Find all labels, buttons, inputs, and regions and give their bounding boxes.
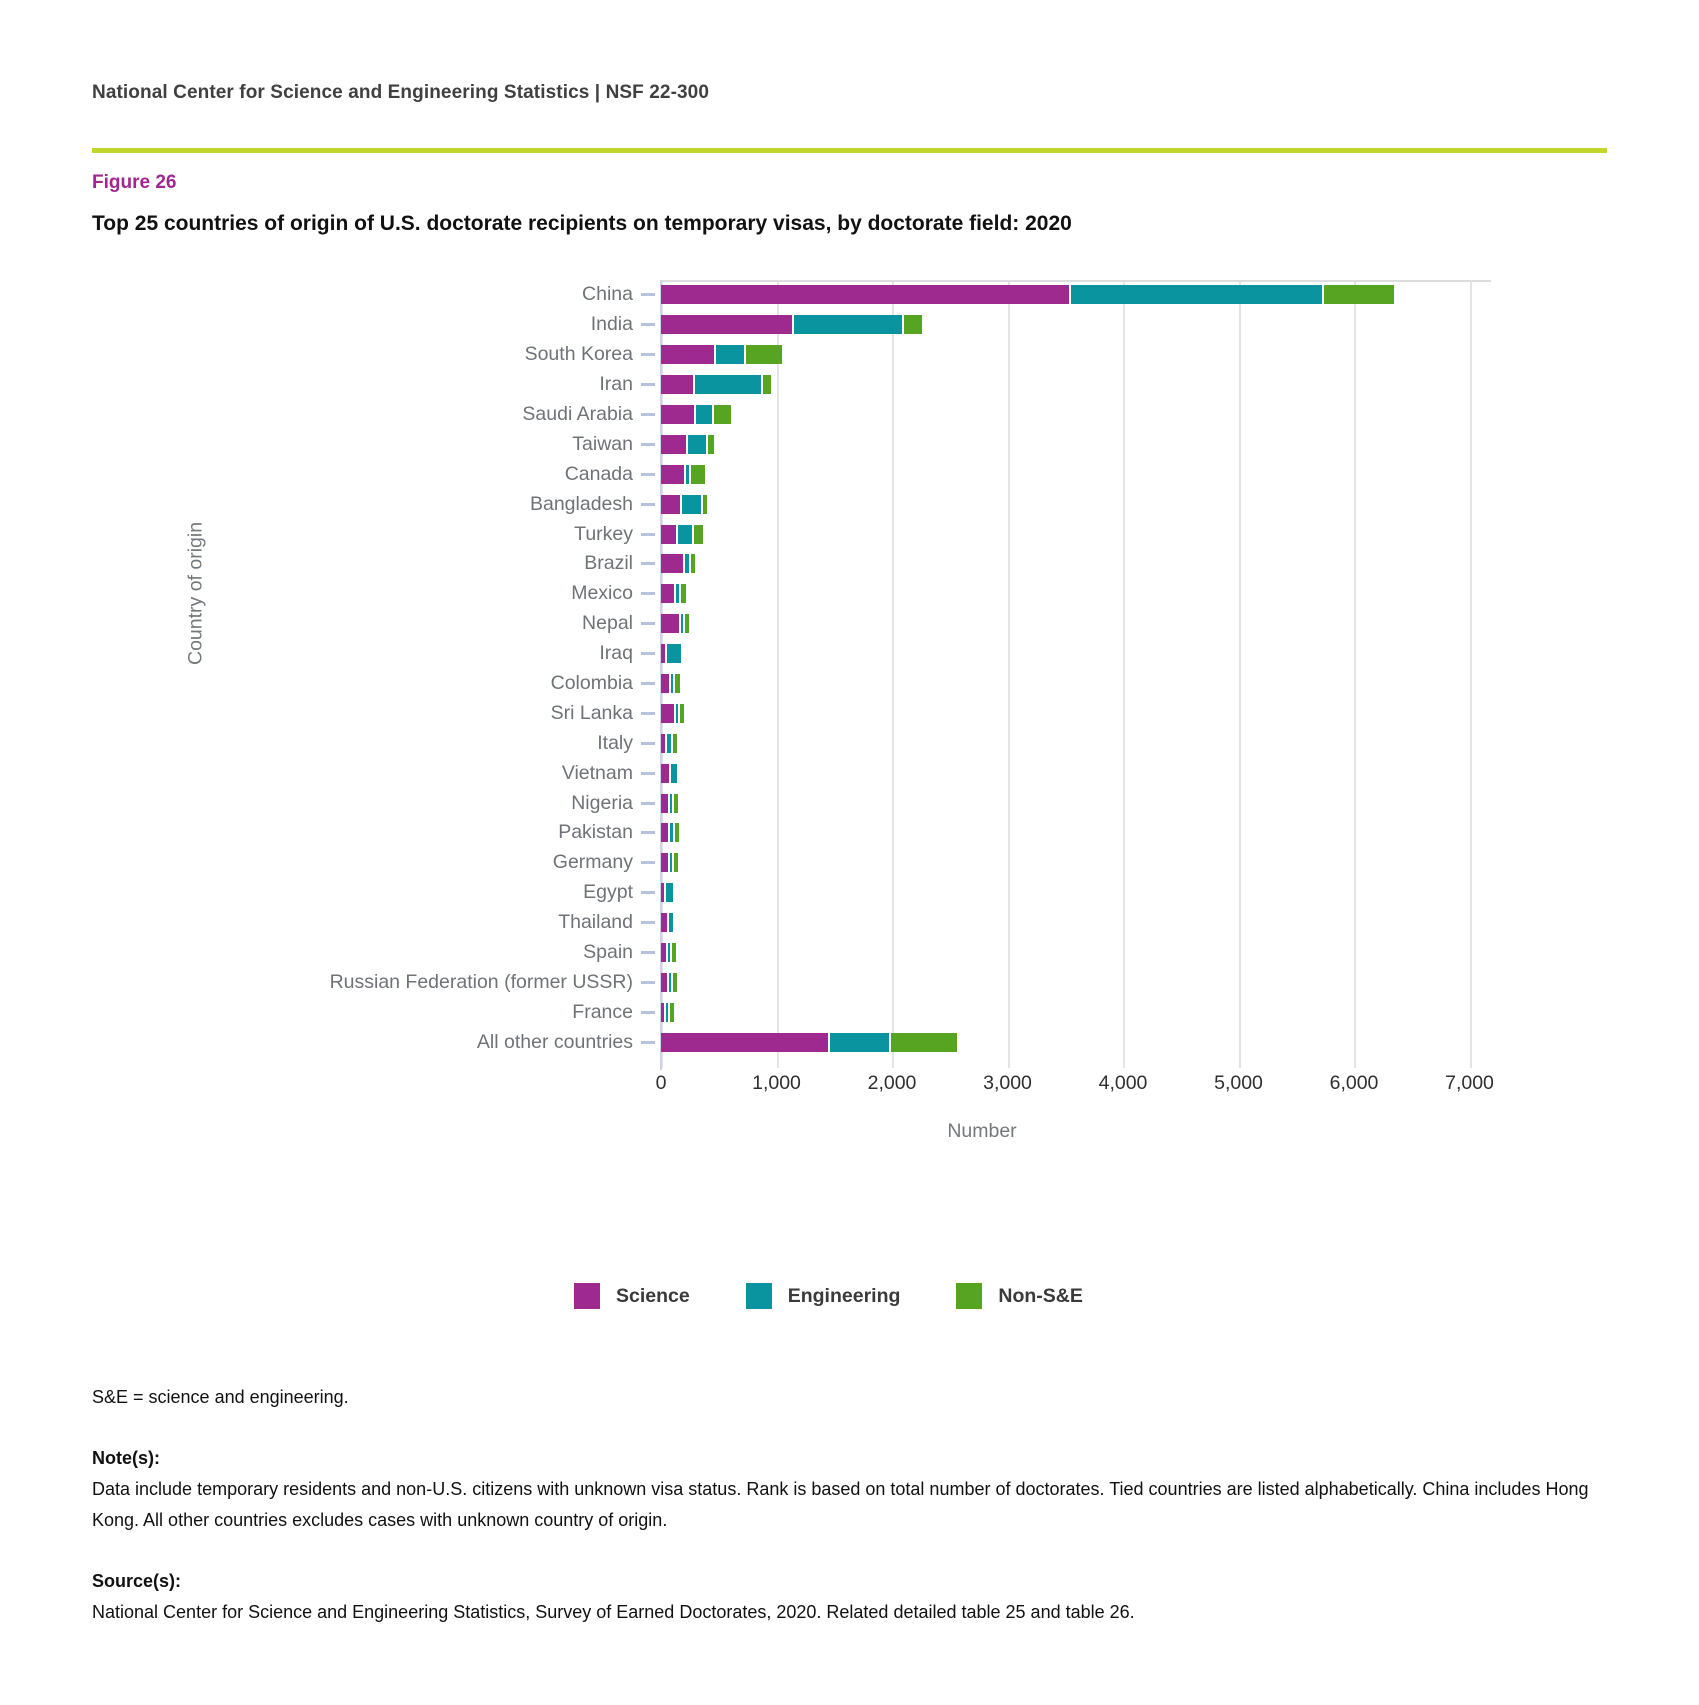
- bar-segment-non-s-e: [672, 943, 676, 962]
- report-header: National Center for Science and Engineering Statistics | NSF 22-300: [92, 82, 710, 103]
- bar-segment-science: [661, 554, 685, 573]
- bar-segment-non-s-e: [694, 525, 702, 544]
- bar-segment-science: [661, 674, 671, 693]
- x-axis-title: Number: [947, 1120, 1017, 1142]
- bar-track: [661, 764, 1491, 783]
- category-label: Brazil: [584, 552, 633, 575]
- chart-row: [92, 429, 1491, 459]
- bar-segment-science: [661, 943, 668, 962]
- bar-track: [661, 1033, 1491, 1052]
- bar-segment-engineering: [669, 913, 673, 932]
- chart-row: [92, 728, 1491, 758]
- y-tick: [641, 503, 655, 506]
- bar-segment-science: [661, 285, 1071, 304]
- legend-swatch: [574, 1283, 600, 1309]
- bar-track: [661, 794, 1491, 813]
- x-tick-label: 3,000: [983, 1072, 1032, 1094]
- legend-item: [746, 1283, 901, 1309]
- y-tick: [641, 981, 655, 984]
- y-tick: [641, 682, 655, 685]
- bar-segment-non-s-e: [904, 315, 922, 334]
- bar-segment-engineering: [666, 883, 672, 902]
- x-tick-label: 5,000: [1214, 1072, 1263, 1094]
- bar-segment-science: [661, 465, 686, 484]
- y-tick: [641, 562, 655, 565]
- chart-row: [92, 549, 1491, 579]
- bar-track: [661, 375, 1491, 394]
- category-label: Pakistan: [558, 821, 633, 844]
- bar-segment-non-s-e: [691, 554, 695, 573]
- category-label: Mexico: [571, 582, 633, 605]
- y-axis-title: Country of origin: [184, 521, 207, 665]
- bar-segment-non-s-e: [673, 973, 677, 992]
- y-tick: [641, 712, 655, 715]
- bar-segment-engineering: [794, 315, 904, 334]
- bar-segment-science: [661, 823, 670, 842]
- y-tick: [641, 533, 655, 536]
- category-label: China: [582, 283, 633, 306]
- category-label: Taiwan: [572, 432, 633, 455]
- category-label: India: [590, 313, 633, 336]
- bar-segment-non-s-e: [1324, 285, 1394, 304]
- y-tick: [641, 413, 655, 416]
- y-tick: [641, 652, 655, 655]
- sources-text: National Center for Science and Engineering Statistics, Survey of Earned Doctorates, 2020. Related detailed table 25 and table 26.: [92, 1602, 1135, 1622]
- bar-track: [661, 554, 1491, 573]
- y-tick: [641, 383, 655, 386]
- bar-segment-engineering: [678, 525, 695, 544]
- bar-track: [661, 1003, 1491, 1022]
- category-label: Russian Federation (former USSR): [329, 970, 633, 993]
- bar-track: [661, 465, 1491, 484]
- bar-segment-non-s-e: [680, 704, 684, 723]
- bar-segment-science: [661, 525, 678, 544]
- chart-row: [92, 818, 1491, 848]
- bar-segment-non-s-e: [675, 823, 679, 842]
- legend-item: [956, 1283, 1083, 1309]
- bar-segment-non-s-e: [673, 734, 677, 753]
- bar-segment-science: [661, 584, 676, 603]
- x-tick-label: 2,000: [867, 1072, 917, 1094]
- bar-segment-science: [661, 853, 670, 872]
- chart-row: [92, 400, 1491, 430]
- chart-row: [92, 878, 1491, 908]
- chart-row: [92, 669, 1491, 699]
- bar-segment-non-s-e: [670, 1003, 674, 1022]
- bar-segment-non-s-e: [681, 584, 686, 603]
- bar-segment-non-s-e: [691, 465, 705, 484]
- bar-segment-non-s-e: [674, 853, 678, 872]
- legend-label: Non-S&E: [998, 1284, 1083, 1307]
- sources-block: [92, 1566, 1617, 1628]
- y-tick: [641, 742, 655, 745]
- bar-track: [661, 734, 1491, 753]
- bar-track: [661, 973, 1491, 992]
- bar-track: [661, 525, 1491, 544]
- bar-segment-science: [661, 794, 670, 813]
- accent-divider: [92, 148, 1607, 153]
- y-tick: [641, 353, 655, 356]
- sources-heading: Source(s):: [92, 1571, 182, 1591]
- legend-item: [574, 1283, 690, 1309]
- x-tick-label: 6,000: [1329, 1072, 1379, 1094]
- category-label: Germany: [552, 851, 633, 874]
- bar-track: [661, 704, 1491, 723]
- category-label: All other countries: [476, 1030, 633, 1053]
- bar-track: [661, 614, 1491, 633]
- legend: [574, 1283, 1083, 1309]
- category-label: Thailand: [558, 911, 633, 934]
- x-tick-label: 1,000: [752, 1072, 801, 1094]
- category-label: Iran: [599, 373, 633, 396]
- category-label: Saudi Arabia: [522, 403, 633, 425]
- bar-segment-non-s-e: [714, 405, 731, 424]
- chart-row: [92, 579, 1491, 609]
- chart-row: [92, 1027, 1491, 1057]
- y-tick: [641, 831, 655, 834]
- bar-segment-science: [661, 614, 681, 633]
- bar-segment-engineering: [1071, 285, 1324, 304]
- bar-track: [661, 823, 1491, 842]
- bar-track: [661, 285, 1491, 304]
- y-tick: [641, 951, 655, 954]
- category-label: Italy: [597, 731, 633, 754]
- bar-track: [661, 674, 1491, 693]
- category-label: Spain: [583, 941, 633, 964]
- chart-row: [92, 280, 1491, 310]
- notes-heading: Note(s):: [92, 1448, 160, 1468]
- y-tick: [641, 592, 655, 595]
- bar-track: [661, 853, 1491, 872]
- chart-row: [92, 698, 1491, 728]
- bar-track: [661, 345, 1491, 364]
- bar-track: [661, 584, 1491, 603]
- bar-track: [661, 913, 1491, 932]
- bar-segment-science: [661, 913, 669, 932]
- y-tick: [641, 622, 655, 625]
- legend-label: Science: [616, 1284, 690, 1307]
- category-label: Sri Lanka: [550, 701, 633, 724]
- bar-segment-non-s-e: [746, 345, 782, 364]
- bar-segment-science: [661, 973, 669, 992]
- bar-segment-non-s-e: [703, 495, 707, 514]
- bar-segment-non-s-e: [674, 794, 678, 813]
- chart-row: [92, 908, 1491, 938]
- bar-segment-engineering: [688, 435, 708, 454]
- chart-title: Top 25 countries of origin of U.S. doctorate recipients on temporary visas, by doctorate field: 2020: [92, 212, 1072, 235]
- y-tick: [641, 921, 655, 924]
- bar-segment-non-s-e: [891, 1033, 957, 1052]
- bar-segment-science: [661, 764, 671, 783]
- y-tick: [641, 293, 655, 296]
- bar-track: [661, 315, 1491, 334]
- category-label: Turkey: [574, 522, 633, 545]
- category-label: Egypt: [583, 881, 633, 904]
- bar-segment-engineering: [696, 405, 713, 424]
- bar-track: [661, 435, 1491, 454]
- category-label: Colombia: [550, 672, 633, 695]
- category-label: Iraq: [599, 642, 633, 665]
- category-label: Nepal: [582, 612, 633, 635]
- bar-segment-science: [661, 375, 695, 394]
- bar-segment-science: [661, 345, 716, 364]
- legend-swatch: [746, 1283, 772, 1309]
- category-label: South Korea: [524, 343, 633, 366]
- chart-row: [92, 938, 1491, 968]
- bar-segment-science: [661, 704, 676, 723]
- bar-segment-engineering: [716, 345, 746, 364]
- bar-segment-science: [661, 435, 688, 454]
- y-tick: [641, 891, 655, 894]
- notes-block: [92, 1443, 1617, 1536]
- category-label: Canada: [564, 462, 633, 485]
- abbreviation-note: S&E = science and engineering.: [92, 1387, 349, 1407]
- y-tick: [641, 1041, 655, 1044]
- bar-segment-engineering: [682, 495, 702, 514]
- bar-track: [661, 495, 1491, 514]
- chart-row: [92, 997, 1491, 1027]
- bar-segment-science: [661, 1033, 830, 1052]
- bar-segment-engineering: [695, 375, 763, 394]
- bar-segment-engineering: [667, 644, 680, 663]
- x-tick-label: 0: [655, 1072, 667, 1094]
- category-label: Vietnam: [561, 761, 633, 784]
- bar-segment-science: [661, 315, 794, 334]
- y-tick: [641, 802, 655, 805]
- chart-row: [92, 967, 1491, 997]
- bar-track: [661, 943, 1491, 962]
- chart-row: [92, 848, 1491, 878]
- y-tick: [641, 443, 655, 446]
- bar-segment-engineering: [671, 764, 676, 783]
- notes-section: [92, 1382, 1617, 1658]
- chart-row: [92, 489, 1491, 519]
- figure-label: Figure 26: [92, 172, 177, 193]
- bar-segment-non-s-e: [708, 435, 714, 454]
- y-tick: [641, 473, 655, 476]
- y-tick: [641, 323, 655, 326]
- x-tick-label: 4,000: [1098, 1072, 1148, 1094]
- chart-row: [92, 519, 1491, 549]
- bar-segment-non-s-e: [763, 375, 771, 394]
- y-tick: [641, 772, 655, 775]
- chart-row: [92, 639, 1491, 669]
- chart-row: [92, 788, 1491, 818]
- bar-segment-non-s-e: [685, 614, 689, 633]
- bar-track: [661, 883, 1491, 902]
- chart-row: [92, 459, 1491, 489]
- notes-text: Data include temporary residents and non-U.S. citizens with unknown visa status. Rank is based on total number of doctorates. Tied countries are listed alphabetically. China includes Hong Kong. All other countries excludes cases with unknown country of origin.: [92, 1479, 1589, 1530]
- category-label: France: [572, 1000, 633, 1023]
- bar-segment-non-s-e: [675, 674, 680, 693]
- chart-row: [92, 609, 1491, 639]
- bar-segment-science: [661, 405, 696, 424]
- bar-segment-engineering: [830, 1033, 891, 1052]
- chart-rows: [92, 280, 1491, 1057]
- category-label: Bangladesh: [529, 492, 633, 515]
- bar-track: [661, 405, 1491, 424]
- chart-row: [92, 758, 1491, 788]
- chart-row: [92, 370, 1491, 400]
- chart-row: [92, 310, 1491, 340]
- chart-row: [92, 340, 1491, 370]
- y-tick: [641, 861, 655, 864]
- legend-label: Engineering: [787, 1284, 901, 1307]
- category-label: Nigeria: [571, 791, 633, 814]
- bar-segment-science: [661, 495, 682, 514]
- legend-swatch: [956, 1283, 982, 1309]
- bar-track: [661, 644, 1491, 663]
- y-tick: [641, 1011, 655, 1014]
- x-tick-label: 7,000: [1445, 1072, 1494, 1094]
